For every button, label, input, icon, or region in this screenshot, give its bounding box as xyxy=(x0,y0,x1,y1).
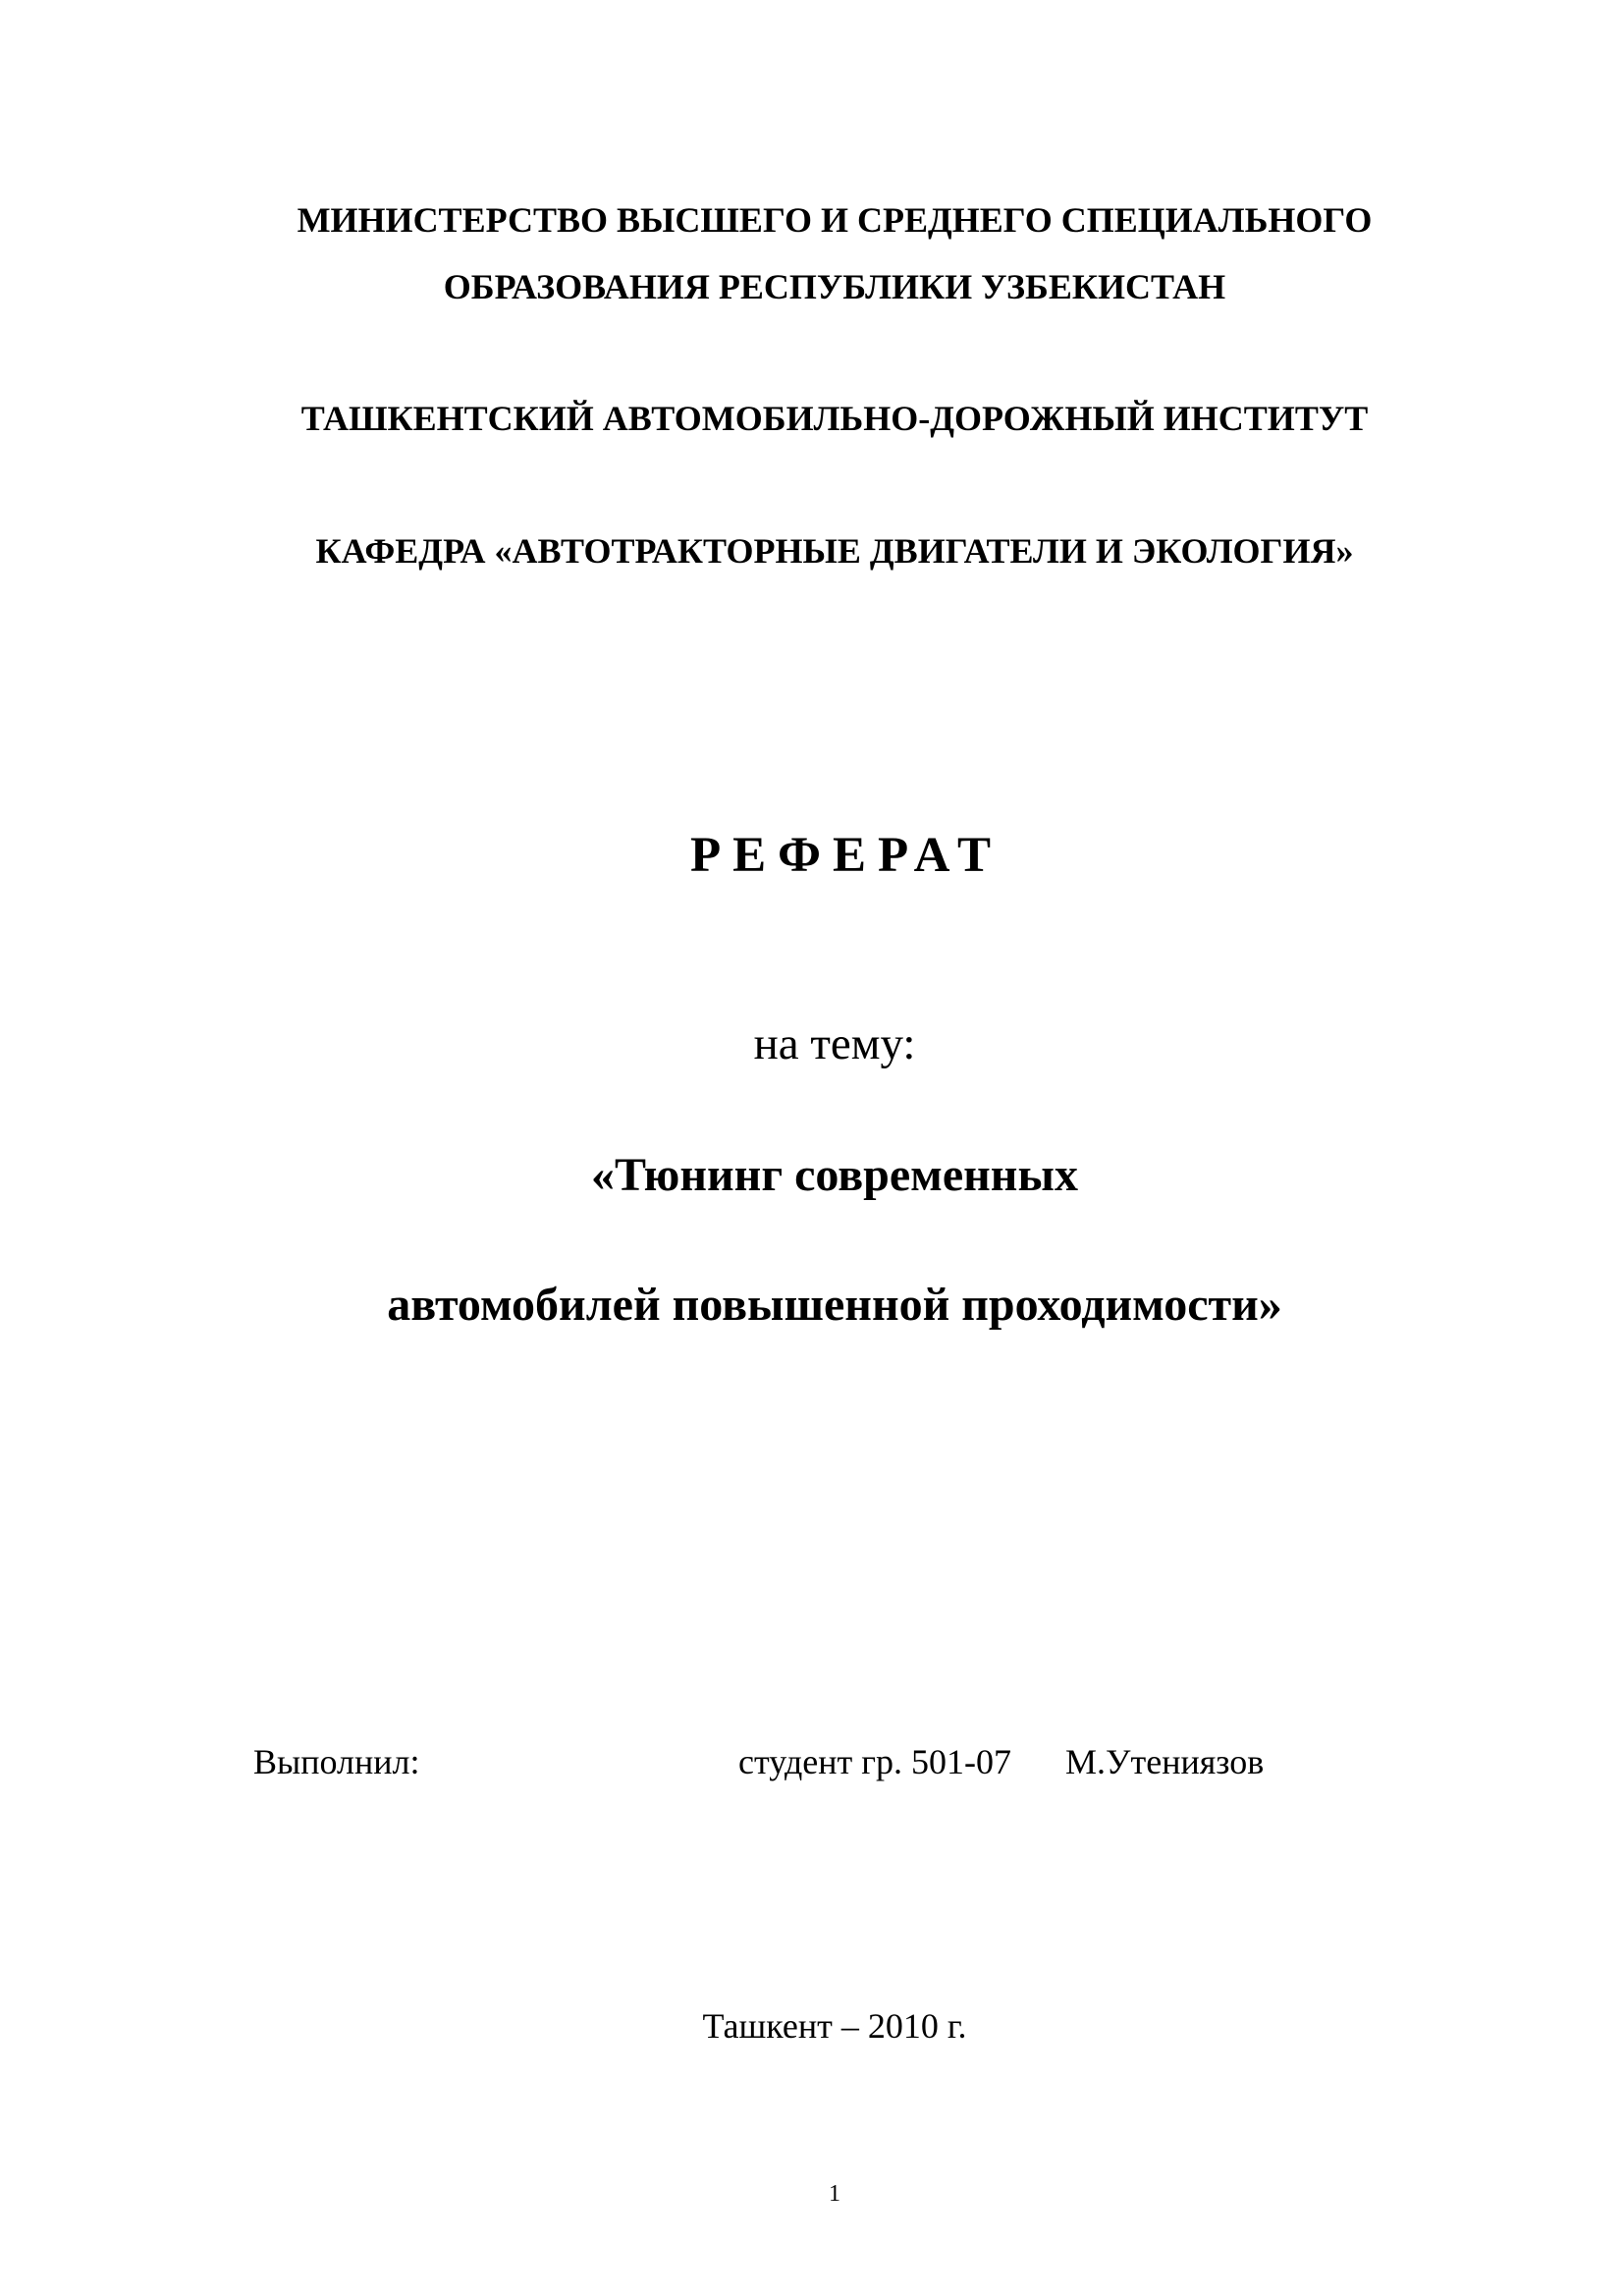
ministry-line-1: МИНИСТЕРСТВО ВЫСШЕГО И СРЕДНЕГО СПЕЦИАЛЬНОГО xyxy=(297,200,1373,240)
subject-intro: на тему: xyxy=(753,1018,916,1069)
institute-name: ТАШКЕНТСКИЙ АВТОМОБИЛЬНО-ДОРОЖНЫЙ ИНСТИТУТ xyxy=(300,399,1369,438)
department-name: КАФЕДРА «АВТОТРАКТОРНЫЕ ДВИГАТЕЛИ И ЭКОЛОГИЯ» xyxy=(315,531,1354,571)
ministry-line-2: ОБРАЗОВАНИЯ РЕСПУБЛИКИ УЗБЕКИСТАН xyxy=(443,267,1226,306)
city-year: Ташкент – 2010 г. xyxy=(702,2006,967,2046)
topic-line-1: «Тюнинг современных xyxy=(591,1149,1078,1201)
page-number: 1 xyxy=(829,2181,840,2207)
topic-line-2: автомобилей повышенной проходимости» xyxy=(387,1279,1282,1331)
author-label: Выполнил: xyxy=(253,1742,420,1781)
document-type: РЕФЕРАТ xyxy=(690,828,1002,883)
author-name: М.Утениязов xyxy=(1065,1742,1265,1781)
author-position: студент гр. 501-07 xyxy=(738,1742,1012,1781)
